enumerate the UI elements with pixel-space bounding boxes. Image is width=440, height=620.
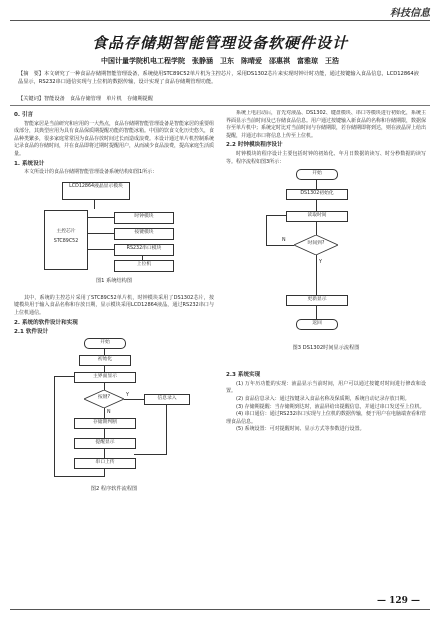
paragraph: 系统上电启动后，首先对液晶、DS1302、键盘模块、串口等模块进行初始化，系统主界面显示当前时间及已存储食品信息。用户通过按键输入新食品的名称和存储期限，数据保存至单片机中；系统定时比对当前时间与存储期限，若存储期即将到达，则在液晶屏上给出提醒，并通过串口将信息上传至上位机。: [226, 110, 426, 139]
flow-upload: 串口上传: [74, 458, 136, 469]
connector: [104, 365, 105, 372]
heading-implementation: 2.3 系统实现: [226, 372, 261, 379]
flow-init: 初始化: [79, 355, 131, 366]
flow-decision-time-label: 时间到?: [307, 241, 325, 247]
pc-block: 上位机: [114, 260, 174, 272]
flow-start: 开始: [84, 338, 126, 349]
connector: [94, 199, 95, 209]
heading-software: 2. 系统的软件设计和实现: [14, 319, 78, 326]
loop-line: [134, 454, 167, 455]
right-column: [226, 110, 426, 590]
connector: [88, 233, 114, 234]
paragraph: (5) 系统设置：可对提醒时间、显示方式等参数进行设置。: [236, 426, 365, 433]
flow-start: 开始: [296, 169, 338, 180]
loop-line: [54, 376, 74, 377]
connector: [142, 255, 143, 260]
loop-line: [266, 245, 294, 246]
connector: [104, 448, 105, 458]
flow-input: 信息录入: [144, 394, 190, 405]
heading-intro: 0. 引言: [14, 112, 34, 118]
flow-remind: 提醒显示: [74, 438, 136, 449]
loop-line: [266, 215, 267, 246]
paragraph: 其中，系统的主控芯片采用了STC89C52单片机，时钟模块采用了DS1302芯片，按键模块用于输入食品名称和存放日期，显示模块采用LCD12864液晶，通过RS232串口与上位机通信。: [14, 294, 214, 316]
figure-1: [14, 180, 214, 292]
connector: [104, 408, 105, 418]
clock-block: 时钟模块: [114, 212, 174, 224]
connector: [88, 217, 114, 218]
figure-2-caption: 图2 程序软件流程图: [90, 485, 138, 492]
connector: [316, 305, 317, 319]
keywords: 【关键词】智能设备 食品存储管理 单片机 存储期提醒: [18, 96, 153, 102]
bottom-rule: [10, 609, 430, 610]
paragraph: (3) 存储期提醒：当存储期到达时，液晶屏给出提醒信息，并通过串口发送至上位机。: [236, 403, 425, 410]
connector: [104, 428, 105, 438]
top-rule: [10, 20, 430, 21]
loop-line: [104, 468, 105, 476]
paragraph: (1) 万年历功能的实现：液晶显示当前时间，用户可以通过按键对时间进行修改和设置。: [226, 380, 426, 395]
loop-line: [54, 376, 55, 477]
yes-label: Y: [319, 260, 322, 266]
serial-block: RS232串口模块: [114, 244, 174, 256]
paragraph: (2) 食品信息录入：通过按键录入食品名称及保质期，系统自动记录存放日期。: [236, 395, 410, 402]
paragraph: 本文所设计的食品存储期智能管理设备系统结构如图1所示：: [24, 169, 158, 176]
abstract: 【摘 要】本文研究了一种食品存储期智能管理设备，系统使用STC89C52单片机为主控芯片，采用DS1302芯片来实现时钟计时功能，通过按键输入食品信息，LCD12864液晶显示，RS232串口通信实现与上位机的数据传输，设计实现了食品存储期管理功能。: [18, 71, 419, 85]
yes-label: Y: [126, 392, 129, 398]
flow-decision-key-label: 按键?: [97, 394, 111, 400]
no-label: N: [282, 238, 286, 244]
flow-main: 主界面显示: [74, 372, 136, 383]
mcu-block: 主控芯片STC89C52: [44, 210, 88, 270]
paper-title: 食品存储期智能管理设备软硬件设计: [91, 34, 348, 52]
flow-check: 存储期判断: [74, 418, 136, 429]
loop-line: [54, 476, 105, 477]
left-column: [14, 110, 214, 600]
figure-2: [14, 338, 214, 538]
heading-system: 1. 系统设计: [14, 160, 45, 167]
flow-display: 更新显示: [286, 295, 348, 306]
paragraph: 时钟模块的程序设计主要包括时钟的初始化、年月日数据的读写、时分秒数据的读写等。程序流程如图3所示：: [226, 150, 426, 165]
heading-clock: 2.2 时钟模块程序设计: [226, 142, 283, 149]
authors: 中国计量学院机电工程学院 张静涵 卫东 陈晴爱 邵惠祺 富雅琼 王浩: [101, 57, 339, 65]
connector: [124, 399, 144, 400]
paragraph: (4) 串口通信：通过RS232串口实现与上位机的数据传输，便于用户在电脑端查看和管理食品信息。: [226, 411, 426, 425]
divider: [10, 105, 430, 106]
lcd-block: LCD12864液晶显示模块: [62, 182, 130, 200]
section-tag: 科技信息: [390, 8, 430, 19]
loop-line: [166, 404, 167, 454]
connector: [316, 255, 317, 295]
page-number: — 129 —: [376, 596, 420, 606]
flow-init: DS1302初始化: [286, 189, 348, 200]
keypad-block: 按键模块: [114, 228, 174, 240]
flow-return: 返回: [296, 319, 338, 330]
flow-read: 读取时间: [286, 211, 348, 222]
figure-1-caption: 图1 系统结构图: [95, 277, 133, 284]
no-label: N: [107, 409, 111, 415]
connector: [316, 179, 317, 189]
connector: [88, 249, 114, 250]
connector: [316, 221, 317, 235]
figure-3: [226, 169, 426, 369]
heading-software-design: 2.1 软件设计: [14, 329, 49, 336]
paragraph: 智能家居是当前研究和应用的一大热点，食品存储期智能管理设备是智能家居的重要组成部分，其典型应用为具有食品保质期提醒功能的智能冰箱。中国的饮食文化历史悠久，食品种类繁多，很多家庭常常因为食品存放时间过长而造成浪费。本设计通过单片机控制系统记录食品的存储时间，并在食品即将过期时提醒用户，从而减少食品浪费，提高家庭生活质量。: [14, 120, 214, 157]
connector: [316, 199, 317, 211]
figure-3-caption: 图3 DS1302时间显示流程图: [292, 345, 360, 352]
connector: [104, 348, 105, 355]
connector: [104, 382, 105, 390]
loop-line: [266, 215, 286, 216]
